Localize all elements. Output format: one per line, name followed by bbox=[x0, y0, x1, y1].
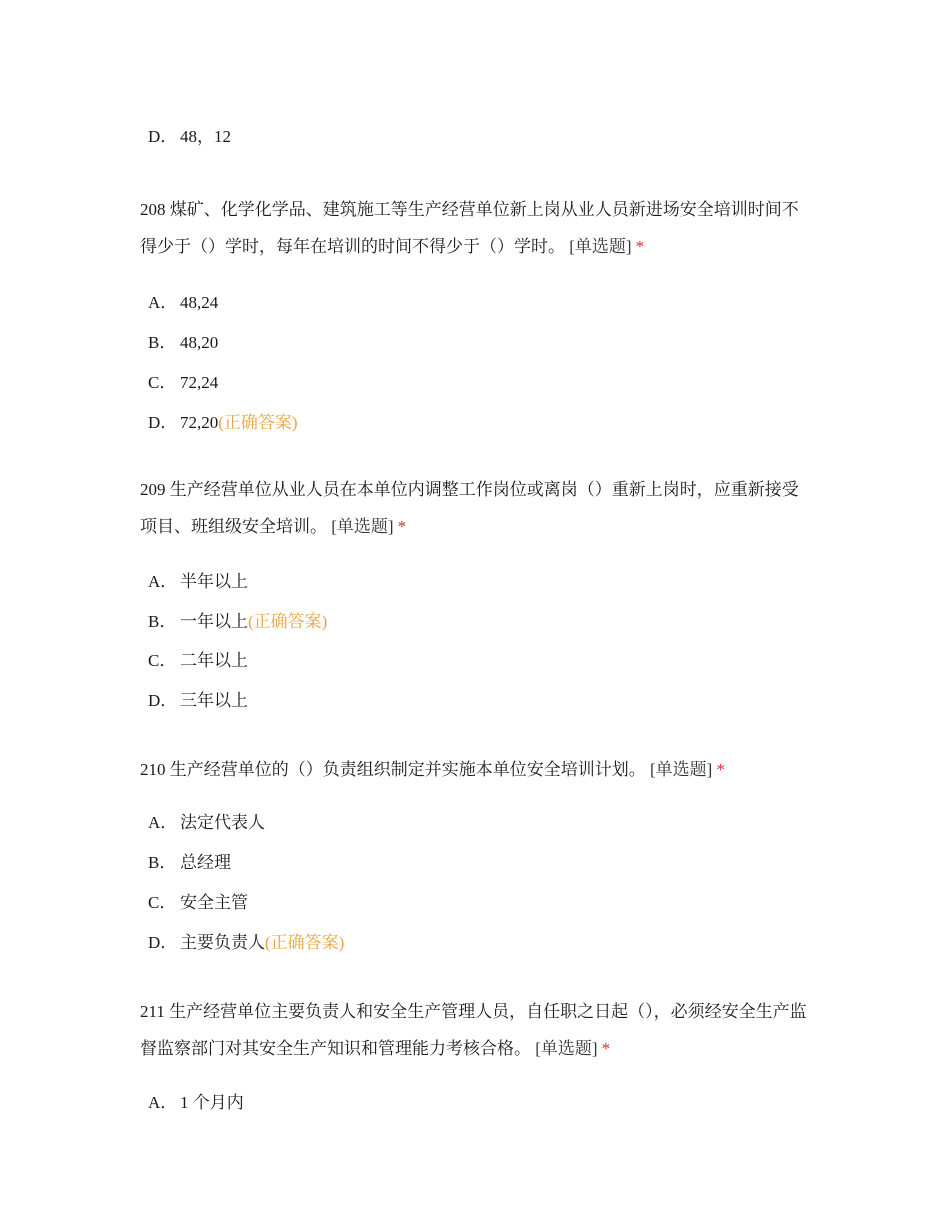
question-208 bbox=[140, 191, 812, 432]
option-letter: D． bbox=[148, 413, 178, 432]
question-209 bbox=[140, 471, 812, 710]
question-stem: 煤矿、化学化学品、建筑施工等生产经营单位新上岗从业人员新进场安全培训时间不得少于（）学时，每年在培训的时间不得少于（）学时。 bbox=[140, 200, 799, 256]
option-c[interactable] bbox=[148, 642, 248, 679]
option-a[interactable] bbox=[148, 804, 265, 841]
required-asterisk: * bbox=[601, 1039, 611, 1058]
question-type: [单选题] bbox=[331, 517, 394, 536]
question-type: [单选题] bbox=[569, 237, 632, 256]
option-letter: C． bbox=[148, 373, 177, 392]
option-b[interactable] bbox=[148, 844, 231, 881]
required-asterisk: * bbox=[716, 760, 725, 779]
option-letter: A． bbox=[148, 1093, 178, 1112]
option-letter: A． bbox=[148, 572, 178, 591]
option-text: 半年以上 bbox=[180, 572, 248, 591]
question-text bbox=[140, 751, 812, 788]
question-type: [单选题] bbox=[535, 1039, 598, 1058]
question-type: [单选题] bbox=[650, 760, 713, 779]
option-letter: A． bbox=[148, 813, 178, 832]
question-stem: 生产经营单位从业人员在本单位内调整工作岗位或离岗（）重新上岗时，应重新接受项目、班组级安全培训。 bbox=[140, 480, 799, 536]
question-number: 210 bbox=[140, 760, 166, 779]
correct-answer-label: (正确答案) bbox=[248, 612, 328, 631]
correct-answer-label: (正确答案) bbox=[218, 413, 298, 432]
question-text bbox=[140, 191, 812, 265]
option-letter: D． bbox=[148, 127, 178, 146]
option-c[interactable] bbox=[148, 884, 248, 921]
question-number: 208 bbox=[140, 200, 166, 219]
question-stem: 生产经营单位的（）负责组织制定并实施本单位安全培训计划。 bbox=[169, 760, 646, 779]
option-text: 48，12 bbox=[180, 127, 231, 146]
option-d[interactable] bbox=[148, 682, 248, 719]
option-text: 主要负责人 bbox=[180, 933, 265, 952]
correct-answer-label: (正确答案) bbox=[265, 933, 345, 952]
option-letter: A． bbox=[148, 293, 178, 312]
option-a[interactable] bbox=[148, 284, 218, 321]
option-d-previous-question bbox=[148, 122, 231, 147]
option-d[interactable] bbox=[148, 924, 344, 961]
option-text: 总经理 bbox=[180, 853, 231, 872]
option-letter: B． bbox=[148, 333, 177, 352]
option-text: 三年以上 bbox=[180, 691, 248, 710]
option-letter: C． bbox=[148, 893, 177, 912]
option-text: 72,20 bbox=[180, 413, 219, 432]
question-stem: 生产经营单位主要负责人和安全生产管理人员，自任职之日起（），必须经安全生产监督监察部门对其安全生产知识和管理能力考核合格。 bbox=[140, 1002, 807, 1058]
option-d[interactable] bbox=[148, 404, 298, 441]
option-text: 法定代表人 bbox=[180, 813, 265, 832]
option-text: 一年以上 bbox=[180, 612, 248, 631]
option-letter: D． bbox=[148, 933, 178, 952]
option-letter: B． bbox=[148, 853, 177, 872]
option-letter: B． bbox=[148, 612, 177, 631]
question-211 bbox=[140, 993, 812, 1112]
question-number: 209 bbox=[140, 480, 166, 499]
required-asterisk: * bbox=[397, 517, 407, 536]
required-asterisk: * bbox=[635, 237, 645, 256]
question-210 bbox=[140, 751, 812, 952]
option-b[interactable] bbox=[148, 324, 218, 361]
option-text: 48,24 bbox=[180, 293, 219, 312]
option-text: 72,24 bbox=[180, 373, 219, 392]
option-text: 48,20 bbox=[180, 333, 219, 352]
question-text bbox=[140, 471, 812, 545]
option-a[interactable] bbox=[148, 563, 248, 600]
option-c[interactable] bbox=[148, 364, 218, 401]
option-a[interactable] bbox=[148, 1084, 244, 1121]
question-number: 211 bbox=[140, 1002, 165, 1021]
option-letter: C． bbox=[148, 651, 177, 670]
question-text bbox=[140, 993, 812, 1067]
option-text: 安全主管 bbox=[180, 893, 248, 912]
option-letter: D． bbox=[148, 691, 178, 710]
option-b[interactable] bbox=[148, 603, 327, 640]
option-text: 1 个月内 bbox=[180, 1093, 244, 1112]
option-text: 二年以上 bbox=[180, 651, 248, 670]
